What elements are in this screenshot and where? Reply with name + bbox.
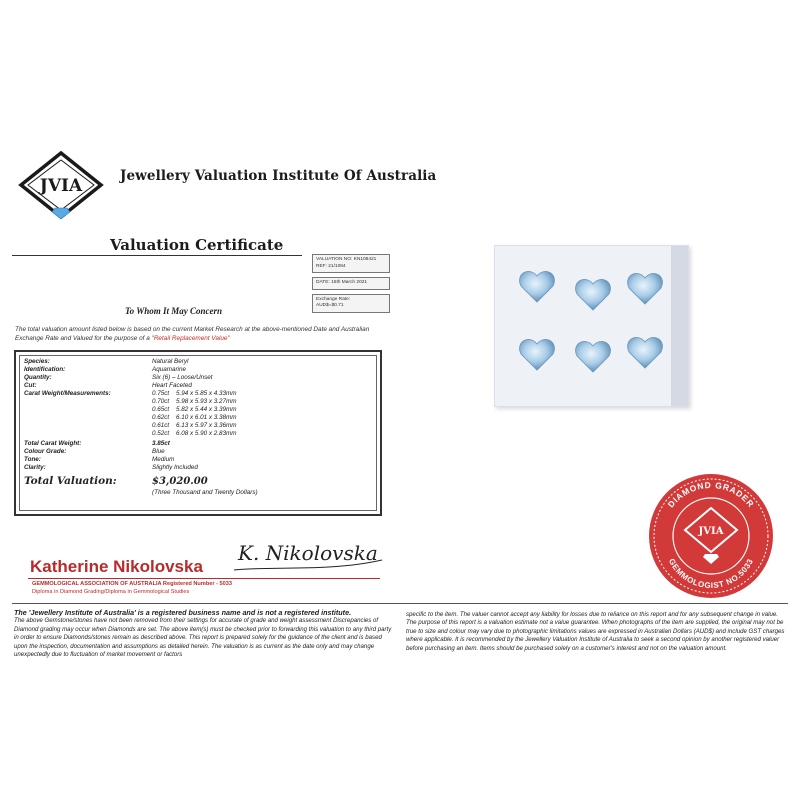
diamond-icon xyxy=(52,208,70,219)
footer-disclaimer-left: The 'Jewellery Institute of Australia' is a registered business name and is not a registered institute. The above Gemstone/stones have not been removed from their settings for accurate of grade and weight assessment Discrepancies of Diamond grading may occur when Diamonds are set. The above item(s) must be checked prior to forwarding this valuation to any third party in order to ensure Diamonds/stones remain as described above. This report is prepared solely for the guidance of the client and is based upon the inspection, documentation and assumptions as detailed herein. The valuation is as current as the date only and may change unexpectedly due to fluctuation of market movement or factors xyxy=(14,609,396,659)
valuation-table: Species: Natural Beryl Identification: Aquamarine Quantity: Six (6) – Loose/Unset Cut: Heart Faceted Carat Weight/Measurements: 0.75ct 5.94 x 5.85 x 4.33mm 0.70ct 5.98 x 5.93 x 3.27mm 0.65ct 5.82 x 5.44 x 3.39mm 0.62ct 6.10 x 6.01 x 3.38mm 0.61ct 6.13 x 5.97 x 3.36mm 0.52ct 6.08 x 5.90 x 2.83mm Total Carat Weight: 3.85ct Colour Grade: Blue Tone: Medium Clarity: Slightly Included Total Valuation: $3,020.00 (Three Thousand and Twenty Dollars) xyxy=(14,350,382,516)
valuation-number-box: VALUATION NO: KN108421 REF: 21/1084 xyxy=(312,254,390,273)
footer-heading: The 'Jewellery Institute of Australia' is a registered business name and is not a registered institute. xyxy=(14,608,352,617)
svg-text:K. Nikolovska: K. Nikolovska xyxy=(238,541,378,565)
footer-divider xyxy=(12,603,788,604)
seal-logo-text: JVIA xyxy=(698,526,724,537)
association-registration: GEMMOLOGICAL ASSOCIATION OF AUSTRALIA Registered Number - 5033 xyxy=(32,581,232,587)
certificate-title: Valuation Certificate xyxy=(110,236,284,254)
footer-disclaimer-right: specific to the item. The valuer cannot accept any liability for losses due to reliance on this report and for any subsequent change in value. The purpose of this report is a valuation estimate not a value guarantee. When photographs of the item are supplied, the original may not be true to size and colour may vary due to photographic limitations values are expressed in Australian Dollars (AUD$) and include GST charges where applicable. It is recommended by the Jewellery Valuation Institute of Australia to seek a second opinion by another registered valuer before purchasing an item. Items should be purchased solely on a customer's interest and not on the valuation amount. xyxy=(406,611,785,652)
reference-boxes xyxy=(312,254,390,317)
gemstones-photo xyxy=(494,245,689,407)
exchange-rate-box: Exchange Rate: AUD$=$0.71 xyxy=(312,294,390,313)
greeting: To Whom It May Concern xyxy=(125,306,223,316)
jvia-logo xyxy=(18,150,104,220)
seal-top-text: DIAMOND GRADER xyxy=(665,479,757,510)
date-box: DATE: 15th March 2021 xyxy=(312,277,390,290)
signature-line xyxy=(28,578,380,579)
intro-paragraph: The total valuation amount listed below is based on the current Market Research at the above-mentioned Date and Australian Exchange Rate and Valued for the purpose of a "Retail Replacement Value" xyxy=(15,326,370,342)
diploma-line: Diploma in Diamond Grading/Diploma in Gemmological Studies xyxy=(32,589,190,595)
diamond-grader-seal xyxy=(645,470,777,602)
seal-bottom-text: GEMMOLOGIST NO.5033 xyxy=(666,557,756,591)
retail-replacement-value: "Retail Replacement Value" xyxy=(151,335,230,342)
handwritten-signature xyxy=(230,530,390,580)
title-divider xyxy=(12,255,302,256)
logo-text: JVIA xyxy=(39,176,83,196)
institute-name: Jewellery Valuation Institute Of Australia xyxy=(120,168,437,184)
signer-name: Katherine Nikolovska xyxy=(30,557,203,576)
